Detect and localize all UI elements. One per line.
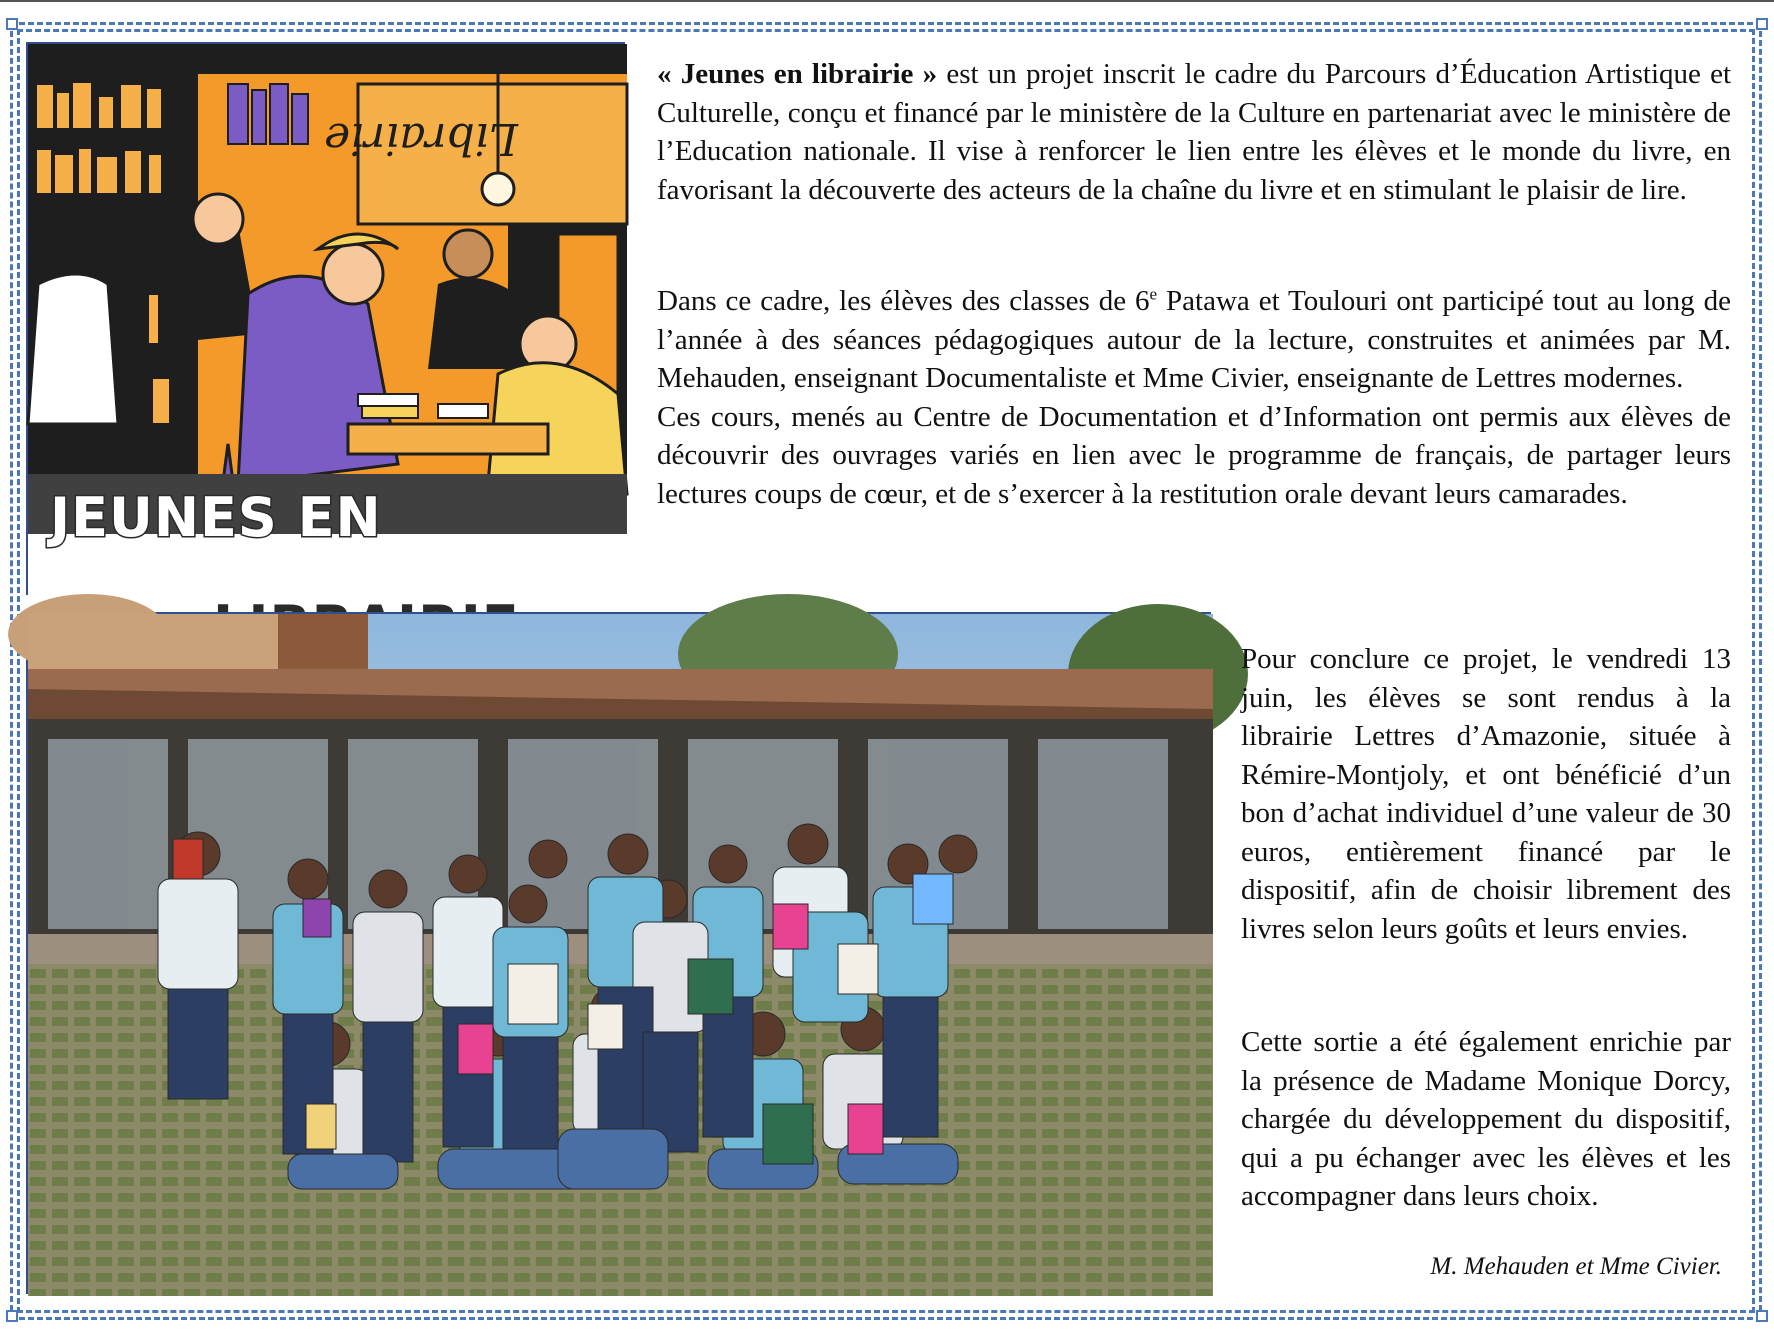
context-text-a: Dans ce cadre, les élèves des classes de 6 <box>657 285 1150 317</box>
border-corner <box>6 1310 18 1322</box>
enrichment-paragraph: Cette sortie a été également enrichie par la présence de Madame Monique Dorcy, chargée du développement du dispositif, qui a pu échanger avec les élèves et les accompagner dans leurs choix. <box>1241 1026 1731 1212</box>
poster-sign-text: Librairie <box>324 113 518 164</box>
conclusion-paragraph: Pour conclure ce projet, le vendredi 13 juin, les élèves se sont rendus à la librairie Lettres d’Amazonie, située à Rémire-Montjoly, et ont bénéficié d’un bon d’achat individuel d’une valeur de 30 euros, entièrement financé par le dispositif, afin de choisir librement des livres selon leurs goûts et leurs envies. <box>1241 643 1731 945</box>
quote-open: « <box>657 58 681 90</box>
intro-paragraph <box>657 55 1731 209</box>
top-rule <box>0 0 1774 2</box>
context-text-b: Patawa et Toulouri ont participé tout au long de l’année à des séances pédagogiques autour de la lecture, construites et animées par M. Mehauden, enseignant Documentaliste et Mme Civier, enseignante de Lettres modernes. <box>657 285 1731 394</box>
group-photo <box>26 612 1211 1294</box>
group-photo-image <box>28 614 1213 1296</box>
project-name: Jeunes en librairie <box>680 58 914 90</box>
border-corner <box>1756 1310 1768 1322</box>
context-paragraph-1 <box>657 282 1731 398</box>
quote-close: » <box>913 58 938 90</box>
intro-text: est un projet inscrit le cadre du Parcours d’Éducation Artistique et Culturelle, conçu et financé par le ministère de la Culture en partenariat avec le ministère de l’Education nationale. Il vise à renforcer le lien entre les élèves et le monde du livre, en favorisant la découverte des acteurs de la chaîne du livre et en stimulant le plaisir de lire. <box>657 58 1732 206</box>
context-block <box>657 282 1731 513</box>
poster-title-line1: JEUNES EN <box>50 486 382 549</box>
context-paragraph-2: Ces cours, menés au Centre de Documentation et d’Information ont permis aux élèves de découvrir des ouvrages variés en lien avec le programme de français, de partager leurs lectures coups de cœur, et de s’exercer à la restitution orale devant leurs camarades. <box>657 400 1731 510</box>
jeunes-en-librairie-poster <box>26 42 625 595</box>
author-signature: M. Mehauden et Mme Civier. <box>1430 1253 1722 1280</box>
border-corner <box>6 18 18 30</box>
border-corner <box>1756 18 1768 30</box>
grade-superscript: e <box>1149 284 1158 304</box>
poster-year: 2024-2025 <box>483 566 585 586</box>
